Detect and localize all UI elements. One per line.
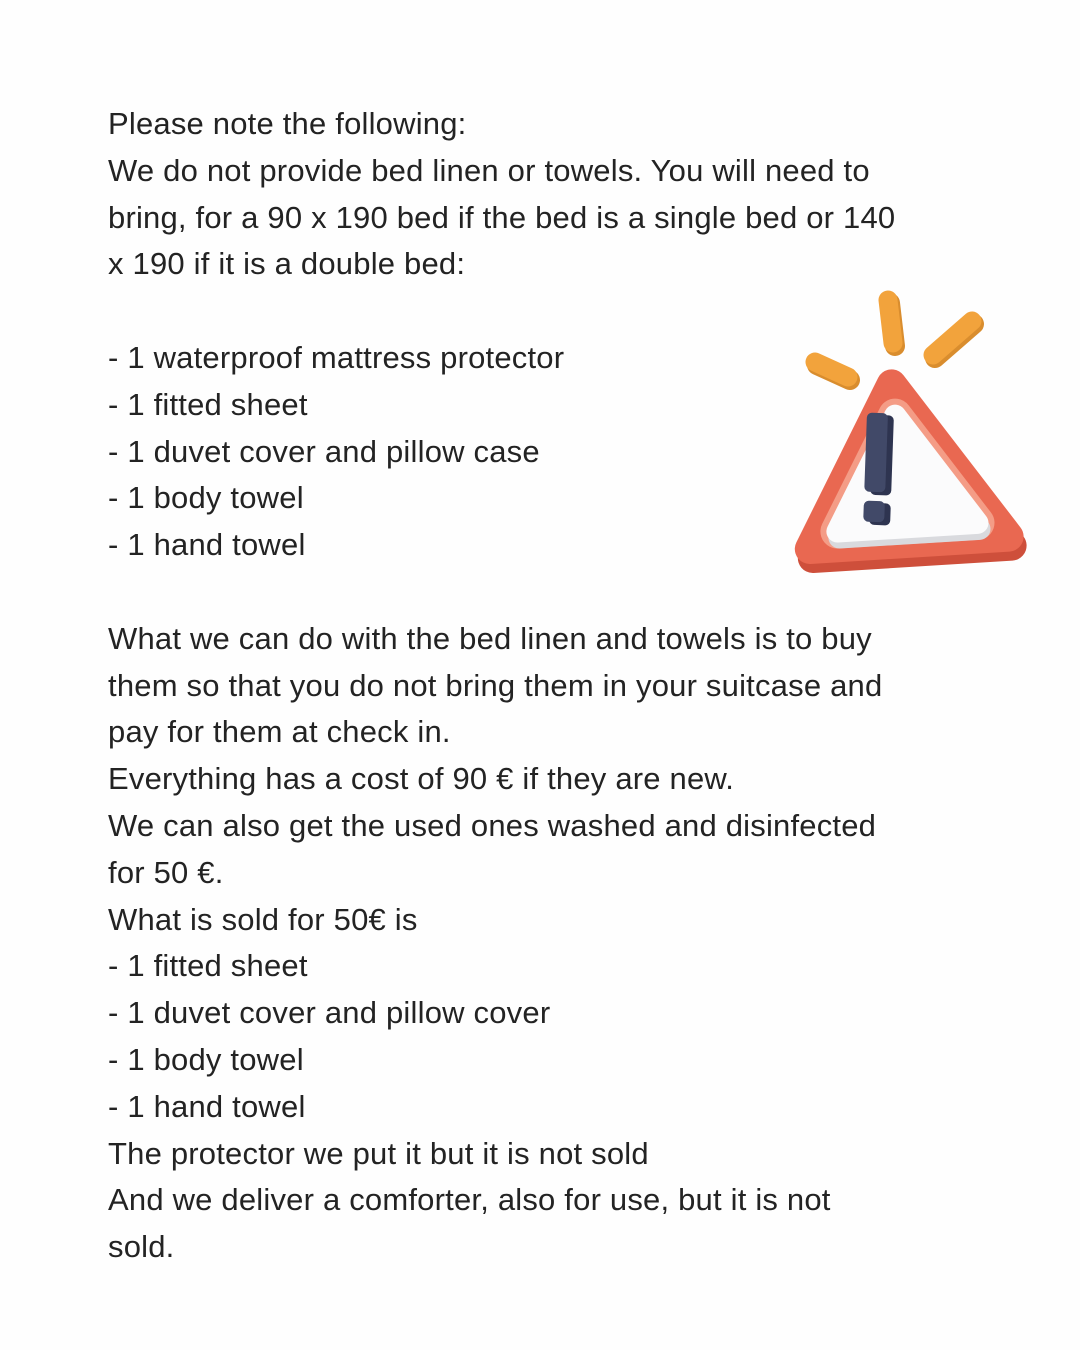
text-line: - 1 body towel [108, 480, 304, 516]
text-line: - 1 fitted sheet [108, 948, 308, 984]
text-line: - 1 body towel [108, 1041, 304, 1077]
text-line: - 1 waterproof mattress protector [108, 339, 565, 375]
ray-middle-icon [888, 300, 893, 343]
text-line: - 1 duvet cover and pillow cover [108, 995, 551, 1031]
text-line: pay for them at check in. [108, 714, 451, 750]
text-line: The protector we put it but it is not sold [108, 1135, 649, 1171]
text-line: - 1 duvet cover and pillow case [108, 433, 540, 469]
warning-triangle-icon [775, 275, 1035, 575]
text-line: bring, for a 90 x 190 bed if the bed is a single bed or 140 [108, 199, 896, 235]
exclamation-dot [863, 501, 885, 523]
text-line: - 1 hand towel [108, 1088, 306, 1124]
text-line: x 190 if it is a double bed: [108, 246, 466, 282]
triangle-group [810, 384, 1012, 558]
text-line: - 1 hand towel [108, 527, 306, 563]
exclamation-group [863, 413, 894, 526]
text-line: for 50 €. [108, 854, 224, 890]
text-line: them so that you do not bring them in your suitcase and [108, 667, 883, 703]
text-line: Please note the following: [108, 106, 467, 141]
text-line: Everything has a cost of 90 € if they are new. [108, 761, 735, 797]
text-line: - 1 fitted sheet [108, 386, 308, 422]
exclamation-bar [864, 413, 888, 493]
text-line: sold. [108, 1229, 175, 1265]
rays-group [815, 300, 974, 380]
text-line: What is sold for 50€ is [108, 901, 418, 937]
text-line: What we can do with the bed linen and towels is to buy [108, 620, 872, 656]
text-line: And we deliver a comforter, also for use, but it is not [108, 1182, 831, 1218]
ray-right-icon [933, 321, 972, 355]
text-line: We do not provide bed linen or towels. You will need to [108, 152, 870, 188]
warning-triangle-svg [775, 275, 1035, 575]
text-line: We can also get the used ones washed and disinfected [108, 807, 877, 843]
text-line [108, 569, 988, 616]
